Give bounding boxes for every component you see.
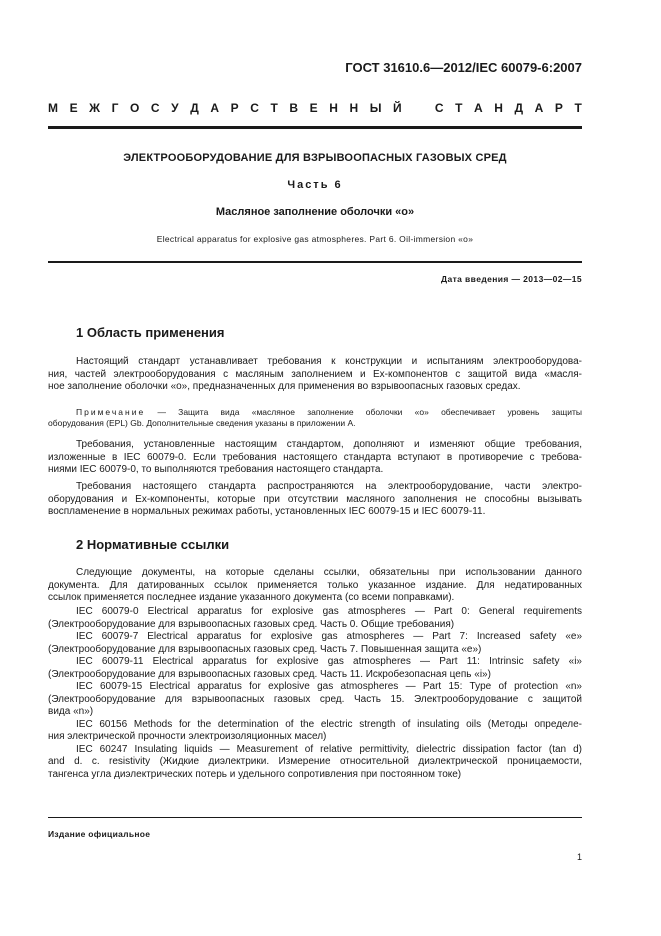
reference-line: IEC 60247 Insulating liquids — Measurement of relative permittivity, dielectric dissipation factor (tan d) bbox=[76, 743, 582, 755]
section-1-paragraph-1 bbox=[48, 356, 582, 394]
edition-label: Издание официальное bbox=[48, 829, 151, 839]
section-1-paragraph-3 bbox=[48, 481, 582, 519]
section-1-heading: 1 Область применения bbox=[76, 325, 225, 340]
document-title: ЭЛЕКТРООБОРУДОВАНИЕ ДЛЯ ВЗРЫВООПАСНЫХ ГАЗОВЫХ СРЕД bbox=[123, 152, 507, 164]
text-line: воспламенение в нормальных режимах работы, установленных IEC 60079-15 и IEC 60079-11. bbox=[48, 506, 486, 517]
banner-letter: Е bbox=[309, 101, 318, 115]
section-1-note bbox=[48, 407, 582, 429]
banner-letter: А bbox=[474, 101, 483, 115]
reference-line: IEC 60079-15 Electrical apparatus for explosive gas atmospheres — Part 15: Type of protection «n» bbox=[76, 681, 582, 692]
text-line: ниями IEC 60079-0, то выполняются требования настоящего стандарта. bbox=[48, 464, 384, 475]
banner-letter: У bbox=[171, 101, 179, 115]
text-line: оборудования и Ex-компоненты, которые при отсутствии масляного заполнения не способны вызывать bbox=[48, 493, 582, 505]
banner-letter: В bbox=[289, 101, 299, 115]
document-subtitle: Масляное заполнение оболочки «о» bbox=[215, 206, 415, 218]
reference-line: ния электрической прочности электроизоляционных масел) bbox=[48, 731, 327, 742]
banner-letter: А bbox=[210, 101, 220, 115]
text-line: ния, частей электрооборудования с масляным заполнением и Ex-компонентов с защитой вида «масля- bbox=[48, 368, 582, 380]
text-line: Настоящий стандарт устанавливает требования к конструкции и испытаниям электрооборудова- bbox=[76, 356, 582, 367]
banner-letter: Е bbox=[69, 101, 78, 115]
banner-letter: Й bbox=[393, 101, 402, 115]
reference-line: тангенса угла диэлектрических потерь и удельного сопротивления при постоянном токе) bbox=[48, 768, 462, 780]
banner-letter: Д bbox=[190, 101, 199, 115]
banner-letter: Г bbox=[111, 101, 119, 115]
banner-letter: Р bbox=[230, 101, 239, 115]
reference-line: (Электрооборудование для взрывоопасных газовых сред. Часть 15. Электрооборудование с защитой bbox=[48, 693, 582, 705]
note-line: оборудования (EPL) Gb. Дополнительные сведения указаны в приложении А. bbox=[48, 418, 356, 428]
banner-letter: А bbox=[534, 101, 544, 115]
document-code: ГОСТ 31610.6—2012/IEC 60079-6:2007 bbox=[345, 60, 582, 75]
page-number: 1 bbox=[576, 852, 582, 862]
reference-line: (Электрооборудование для взрывоопасных газовых сред. Часть 11. Искробезопасная цепь «i») bbox=[48, 668, 491, 680]
reference-line: IEC 60156 Methods for the determination of the electric strength of insulating oils (Методы определе- bbox=[76, 718, 582, 730]
banner-letter: Ж bbox=[89, 101, 101, 115]
banner-letter: Ы bbox=[369, 101, 382, 115]
text-line: ное заполнение оболочки «о», предназначенных для применения во взрывоопасных газовых средах. bbox=[48, 381, 521, 392]
banner-letter: С bbox=[150, 101, 160, 115]
interstate-standard-banner bbox=[48, 101, 582, 115]
reference-line: IEC 60079-0 Electrical apparatus for explosive gas atmospheres — Part 0: General requirements bbox=[76, 606, 582, 617]
english-title: Electrical apparatus for explosive gas atmospheres. Part 6. Oil-immersion «o» bbox=[156, 234, 474, 244]
section-2-paragraph-1 bbox=[48, 567, 582, 605]
text-line: Следующие документы, на которые сделаны ссылки, обязательны при использовании данного bbox=[76, 567, 582, 578]
reference-line: (Электрооборудование для взрывоопасных газовых сред. Часть 0. Общие требования) bbox=[48, 618, 455, 630]
header-rule bbox=[48, 126, 582, 129]
reference-line: IEC 60079-11 Electrical apparatus for explosive gas atmospheres — Part 11: Intrinsic safety «i» bbox=[76, 656, 582, 667]
banner-letter: О bbox=[130, 101, 140, 115]
banner-letter: Н bbox=[494, 101, 503, 115]
text-line: документа. Для датированных ссылок применяется только указанное издание. Для недатированных bbox=[48, 579, 582, 591]
footer-rule bbox=[48, 817, 582, 818]
reference-line: and d. c. resistivity (Жидкие диэлектрики. Измерение относительной диэлектрической проницаемости, bbox=[48, 756, 582, 767]
note-text: — Защита вида «масляное заполнение оболочки «о» обеспечивает уровень защиты bbox=[145, 407, 582, 417]
banner-letter: Т bbox=[270, 101, 278, 115]
section-1-paragraph-2 bbox=[48, 439, 582, 477]
banner-letter: С bbox=[250, 101, 259, 115]
banner-letter: Т bbox=[574, 101, 582, 115]
reference-line: IEC 60079-7 Electrical apparatus for explosive gas atmospheres — Part 7: Increased safety «e» bbox=[76, 631, 582, 642]
banner-letter: М bbox=[48, 101, 58, 115]
text-line: Требования настоящего стандарта распространяются на электрооборудование, части электро- bbox=[76, 481, 582, 492]
references-list bbox=[48, 606, 582, 781]
banner-letter: Т bbox=[455, 101, 463, 115]
section-2-heading: 2 Нормативные ссылки bbox=[76, 537, 230, 552]
banner-letter: Д bbox=[514, 101, 524, 115]
banner-letter: С bbox=[434, 101, 444, 115]
text-line: ссылок применяется последнее издание указанного документа (со всеми поправками). bbox=[48, 592, 455, 603]
introduction-date: Дата введения — 2013—02—15 bbox=[441, 274, 582, 284]
text-line: Требования, установленные настоящим стандартом, дополняют и изменяют общие требования, bbox=[76, 439, 582, 450]
document-part: Часть 6 bbox=[287, 179, 343, 191]
banner-letter: Н bbox=[329, 101, 338, 115]
banner-letter: Р bbox=[554, 101, 563, 115]
banner-letter: Н bbox=[349, 101, 359, 115]
title-rule bbox=[48, 261, 582, 263]
note-line bbox=[48, 407, 582, 418]
banner-gap bbox=[413, 101, 423, 115]
reference-line: (Электрооборудование для взрывоопасных газовых сред. Часть 7. Повышенная защита «e») bbox=[48, 643, 482, 655]
note-label: Примечание bbox=[76, 407, 146, 417]
text-line: изложенные в IEC 60079-0. Если требования настоящего стандарта вступают в противоречие с требова- bbox=[48, 451, 582, 463]
reference-line: вида «n») bbox=[48, 706, 94, 717]
